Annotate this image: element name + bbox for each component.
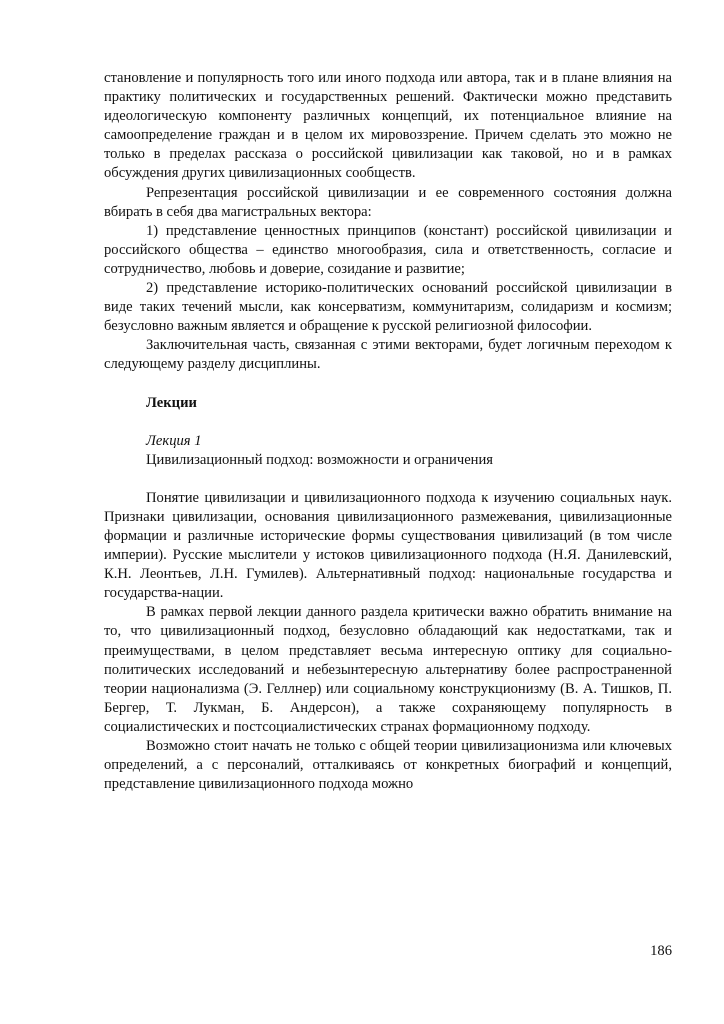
spacer — [104, 413, 672, 432]
lecture-title: Цивилизационный подход: возможности и ограничения — [146, 451, 494, 468]
list-item-vector-2: 2) представление историко-политических оснований российской цивилизации в виде таких течений мысли, как консерватизм, коммунитаризм, солидаризм и космизм; безусловно важным является и обращение к русской религиозной философии. — [104, 280, 672, 335]
spacer — [104, 470, 672, 489]
paragraph-lecture-approach: Возможно стоит начать не только с общей теории цивилизационизма или ключевых определений, а с персоналий, отталкиваясь от конкретных биографий и концепций, представление цивилизационного подхода можно — [104, 738, 672, 793]
paragraph-intro-continuation: становление и популярность того или иного подхода или автора, так и в плане влияния на практику политических и государственных решений. Фактически можно представить идеологическую компоненту различных концепций, их потенциальное влияние на самоопределение граждан и в целом их мировоззрение. Причем сделать это можно не только в пределах рассказа о российской цивилизации как таковой, но и в рамках обсуждения других цивилизационных сообществ. — [104, 70, 672, 182]
list-item-vector-1: 1) представление ценностных принципов (констант) российской цивилизации и российского общества – единство многообразия, сила и ответственность, согласие и сотрудничество, любовь и доверие, созидание и развитие; — [104, 222, 672, 277]
page-number: 186 — [650, 943, 672, 959]
paragraph-representation: Репрезентация российской цивилизации и ее современного состояния должна вбирать в себя два магистральных вектора: — [104, 184, 672, 220]
document-page — [104, 69, 672, 794]
paragraph-conclusion: Заключительная часть, связанная с этими векторами, будет логичным переходом к следующему разделу дисциплины. — [104, 337, 672, 373]
paragraph-lecture-discussion: В рамках первой лекции данного раздела критически важно обратить внимание на то, что цивилизационный подход, безусловно обладающий как недостатками, так и преимуществами, в целом представляет весьма интересную оптику для социально-политических исследований и небезынтересную альтернативу более распространенной теории национализма (Э. Геллнер) или социальному конструкционизму (В. А. Тишков, П. Бергер, Т. Лукман, Б. Андерсон), а также сохраняющему популярность в социалистических и постсоциалистических странах формационному подходу. — [104, 604, 672, 735]
lecture-number: Лекция 1 — [146, 432, 202, 449]
section-heading: Лекции — [146, 394, 197, 411]
spacer — [104, 375, 672, 394]
paragraph-lecture-summary: Понятие цивилизации и цивилизационного подхода к изучению социальных наук. Признаки цивилизации, основания цивилизационного размежевания, цивилизационные формации и различные исторические формы существования цивилизаций (в том числе империи). Русские мыслители у истоков цивилизационного подхода (Н.Я. Данилевский, К.Н. Леонтьев, Л.Н. Гумилев). Альтернативный подход: национальные государства и государства-нации. — [104, 489, 672, 602]
